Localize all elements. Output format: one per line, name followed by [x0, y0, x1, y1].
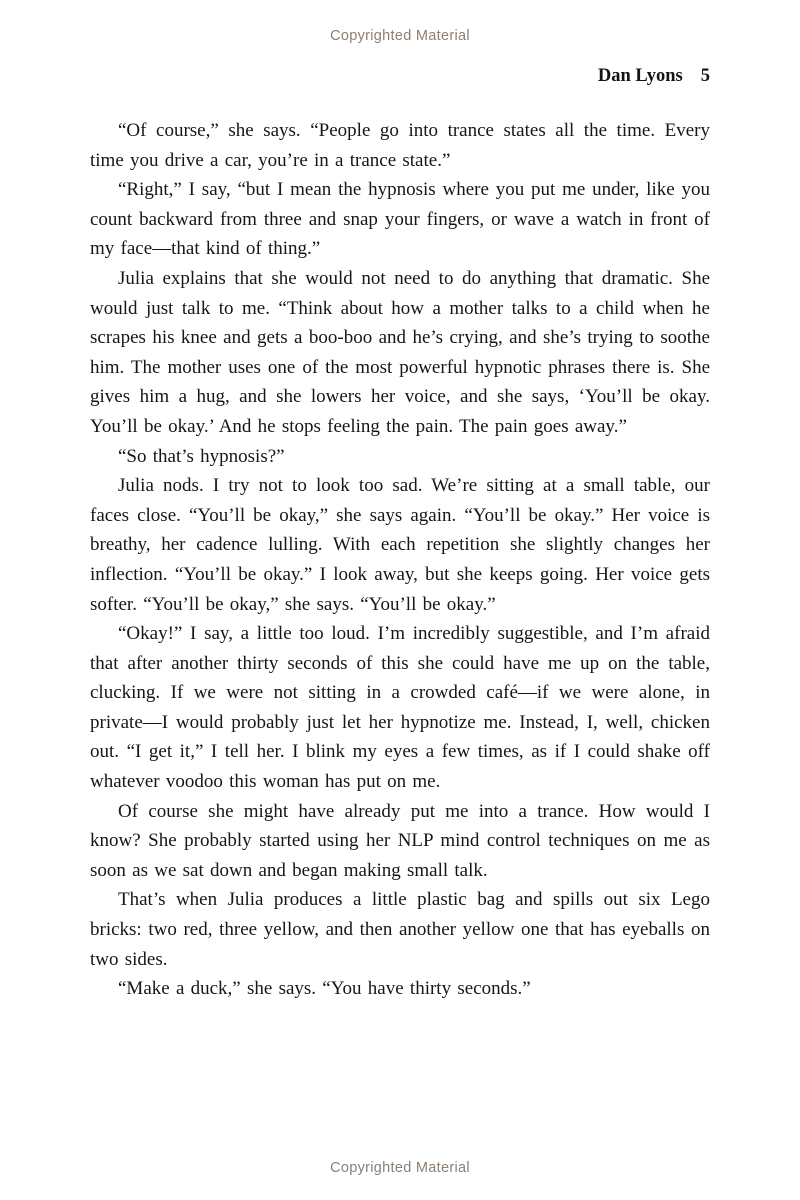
paragraph: That’s when Julia produces a little plastic bag and spills out six Lego bricks: two red, three yellow, and then another yellow one that has eyeballs on two sides. — [90, 889, 710, 970]
paragraph: “Make a duck,” she says. “You have thirty seconds.” — [118, 978, 531, 1000]
paragraph: Julia explains that she would not need to do anything that dramatic. She would just talk to me. “Think about how a mother talks to a child when he scrapes his knee and gets a boo-boo and he’s crying, and she’s trying to soothe him. The mother uses one of the most powerful hypnotic phrases there is. She gives him a hug, and she lowers her voice, and she says, ‘You’ll be okay. You’ll be okay.’ And he stops feeling the pain. The pain goes away.” — [90, 267, 710, 437]
header-page-number: 5 — [700, 66, 710, 86]
paragraph: “Right,” I say, “but I mean the hypnosis where you put me under, like you count backward from three and snap your fingers, or wave a watch in front of my face—that kind of thing.” — [90, 179, 710, 260]
header-author: Dan Lyons — [597, 66, 683, 86]
body-text — [90, 116, 710, 1136]
copyright-notice-bottom: Copyrighted Material — [330, 1160, 470, 1176]
paragraph: “So that’s hypnosis?” — [118, 445, 285, 467]
paragraph: “Of course,” she says. “People go into trance states all the time. Every time you drive a car, you’re in a trance state.” — [90, 120, 710, 171]
running-header — [90, 66, 710, 87]
paragraph: “Okay!” I say, a little too loud. I’m incredibly suggestible, and I’m afraid that after another thirty seconds of this she could have me up on the table, clucking. If we were not sitting in a crowded café—if we were alone, in private—I would probably just let her hypnotize me. Instead, I, well, chicken out. “I get it,” I tell her. I blink my eyes a few times, as if I could shake off whatever voodoo this woman has put on me. — [90, 623, 710, 793]
paragraph: Of course she might have already put me into a trance. How would I know? She probably started using her NLP mind control techniques on me as soon as we sat down and began making small talk. — [90, 800, 710, 881]
paragraph: Julia nods. I try not to look too sad. We’re sitting at a small table, our faces close. “You’ll be okay,” she says again. “You’ll be okay.” Her voice is breathy, her cadence lulling. With each repetition she slightly changes her inflection. “You’ll be okay.” I look away, but she keeps going. Her voice gets softer. “You’ll be okay,” she says. “You’ll be okay.” — [90, 475, 710, 615]
copyright-notice-top: Copyrighted Material — [330, 28, 470, 44]
